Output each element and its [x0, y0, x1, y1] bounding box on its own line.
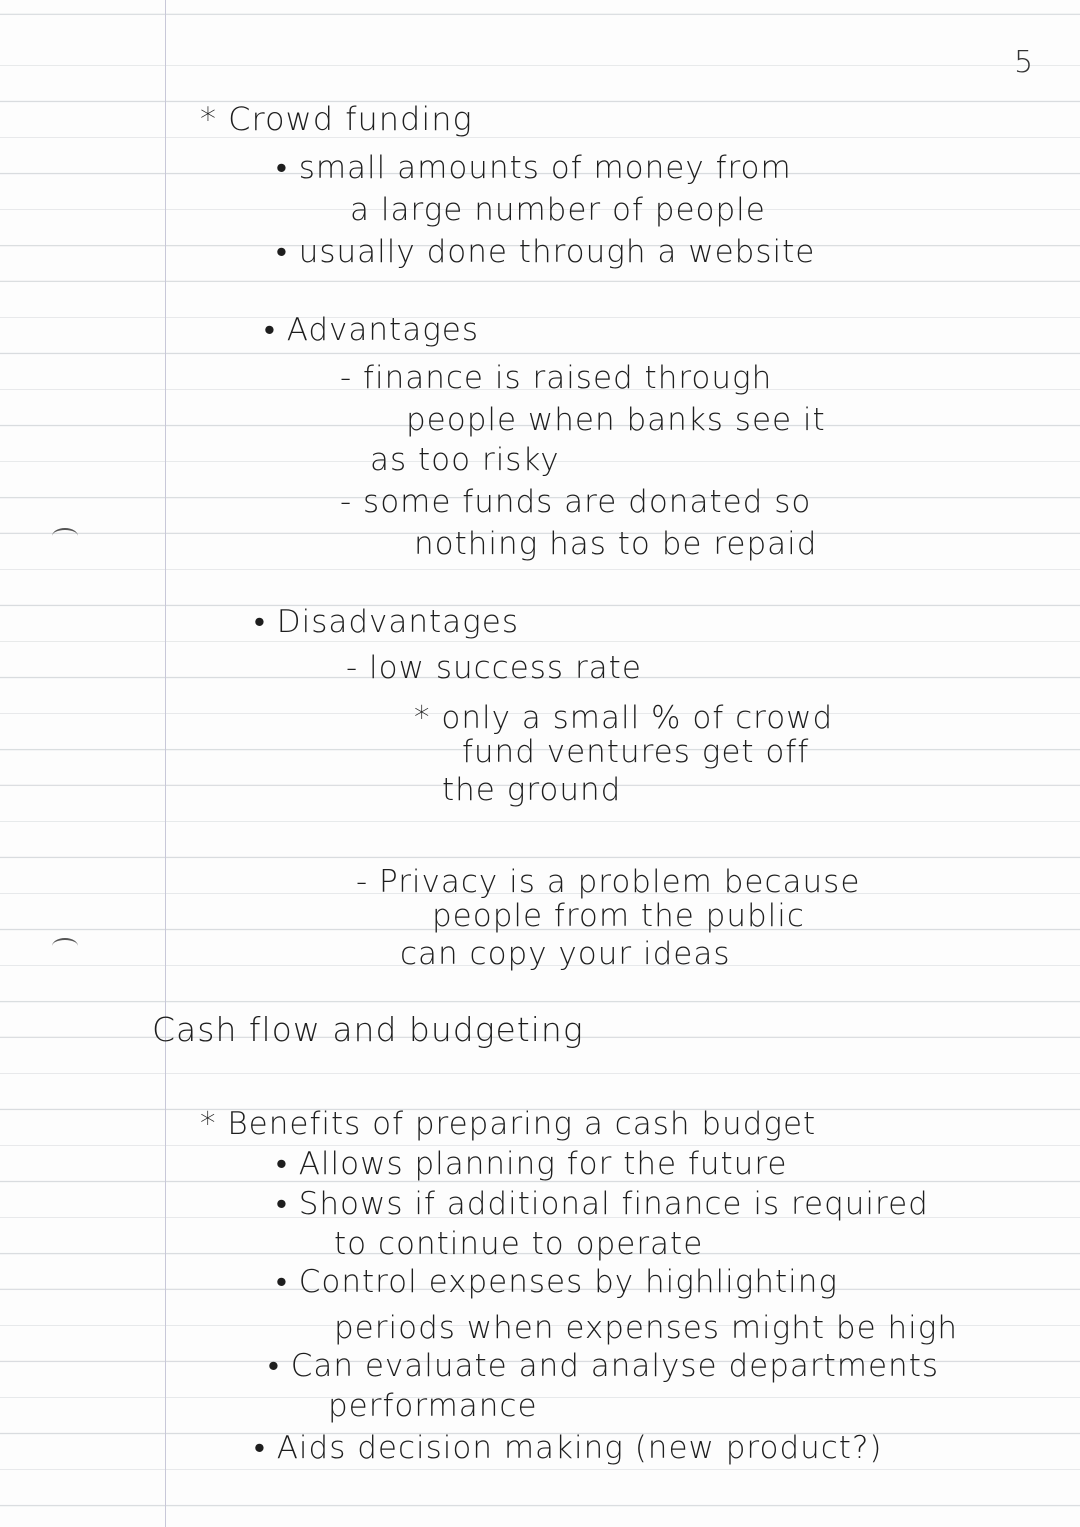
advantages-heading: • Advantages: [264, 312, 480, 348]
cash-flow-heading: Cash flow and budgeting: [152, 1010, 584, 1049]
benefit-item-cont: periods when expenses might be high: [334, 1310, 959, 1346]
advantage-item-cont: nothing has to be repaid: [414, 526, 818, 562]
disadvantage-item-cont: people from the public: [432, 898, 805, 934]
benefits-heading: * Benefits of preparing a cash budget: [200, 1106, 817, 1142]
crowd-funding-bullet: • small amounts of money from: [276, 150, 792, 186]
advantage-item: - some funds are donated so: [340, 484, 812, 520]
advantage-item: - finance is raised through: [340, 360, 773, 396]
disadvantage-item: - Privacy is a problem because: [356, 864, 861, 900]
disadvantage-note: * only a small % of crowd: [414, 700, 834, 736]
disadvantages-heading: • Disadvantages: [254, 604, 519, 640]
disadvantage-note-cont: fund ventures get off: [462, 734, 810, 770]
disadvantage-item-cont: can copy your ideas: [400, 936, 731, 972]
advantage-item-cont: people when banks see it: [406, 402, 826, 438]
benefit-item-cont: to continue to operate: [334, 1226, 704, 1262]
benefit-item: • Control expenses by highlighting: [276, 1264, 838, 1300]
crowd-funding-bullet-cont: a large number of people: [350, 192, 766, 228]
disadvantage-note-cont: the ground: [442, 772, 622, 808]
page-number: 5: [1014, 45, 1035, 80]
benefit-item: • Aids decision making (new product?): [254, 1430, 883, 1466]
benefit-item: • Can evaluate and analyse departments: [268, 1348, 940, 1384]
binder-hole-mark: [52, 528, 78, 544]
disadvantage-item: - low success rate: [346, 650, 642, 686]
crowd-funding-bullet: • usually done through a website: [276, 234, 816, 270]
margin-line: [165, 0, 166, 1527]
benefit-item: • Shows if additional finance is required: [276, 1186, 929, 1222]
benefit-item-cont: performance: [328, 1388, 538, 1424]
crowd-funding-heading: * Crowd funding: [200, 100, 473, 138]
advantage-item-cont: as too risky: [370, 442, 560, 478]
benefit-item: • Allows planning for the future: [276, 1146, 788, 1182]
binder-hole-mark: [52, 938, 78, 954]
